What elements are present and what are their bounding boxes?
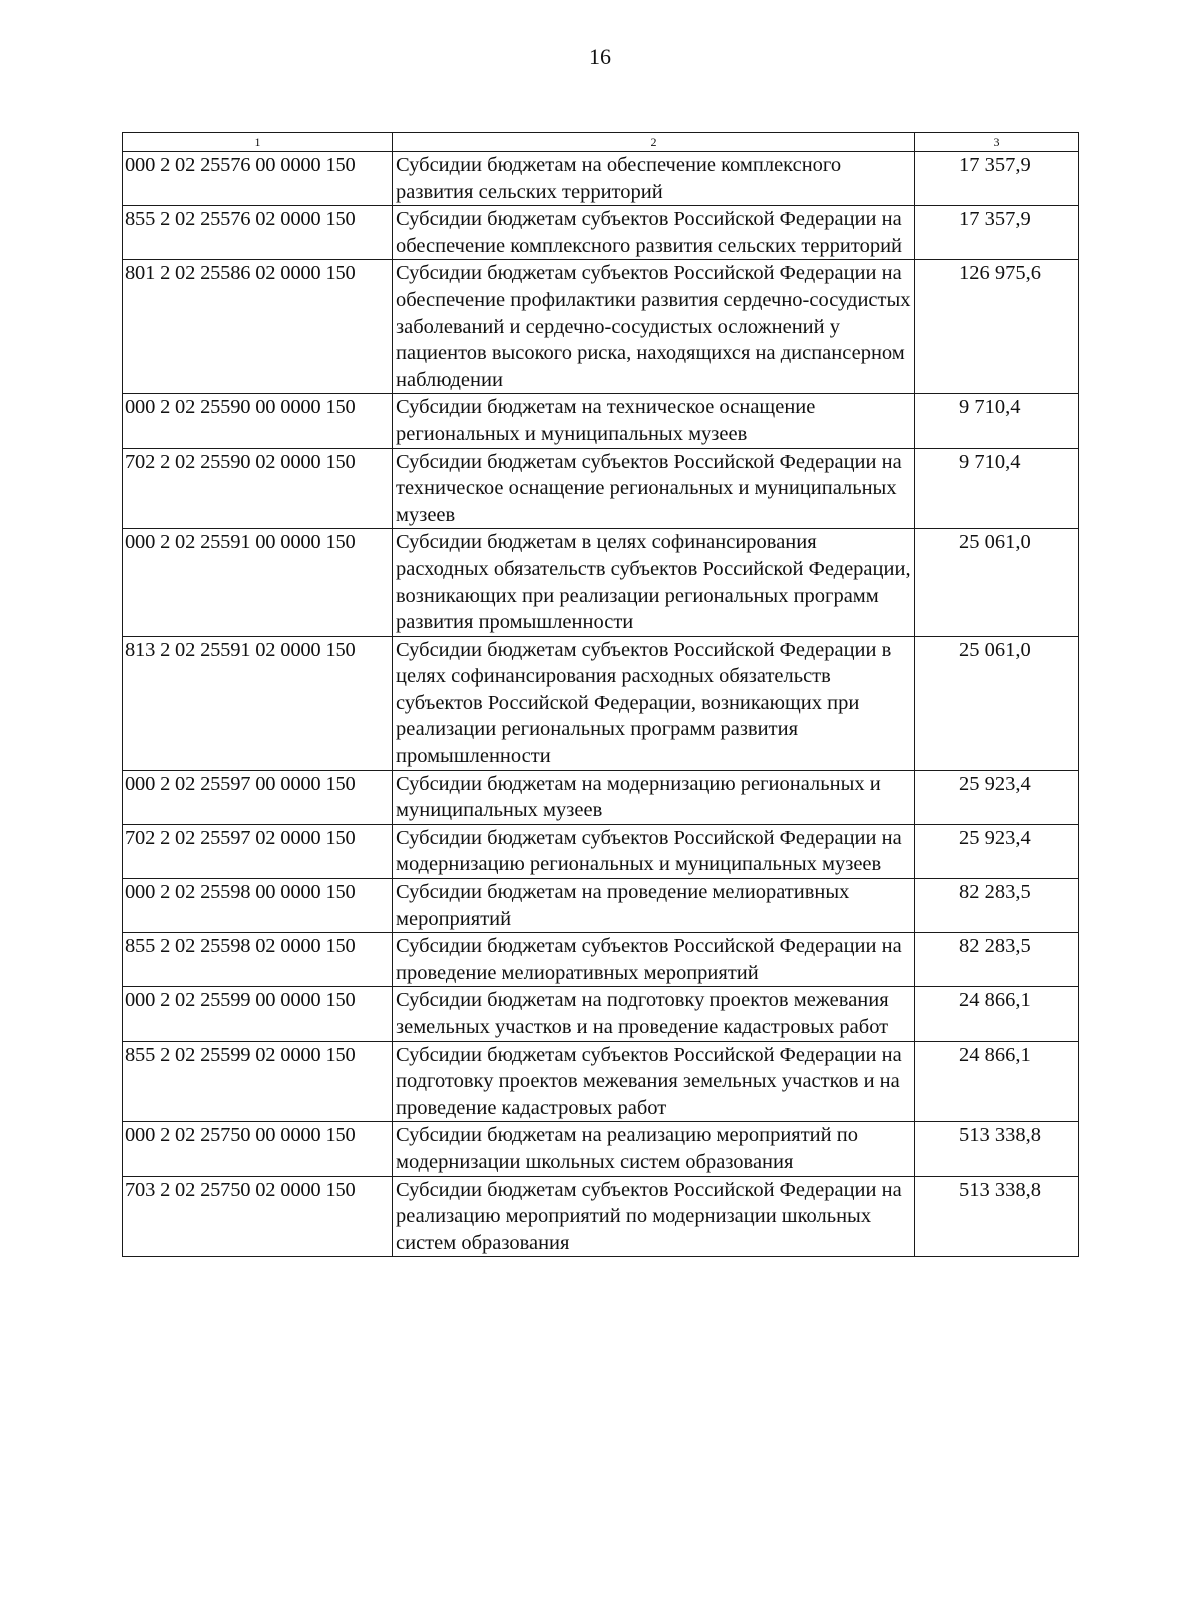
- header-col-1: 1: [123, 133, 393, 152]
- budget-table: [122, 132, 1079, 1257]
- amount: 25 061,0: [915, 529, 1079, 636]
- amount: 82 283,5: [915, 879, 1079, 933]
- item-description: Субсидии бюджетам на модернизацию региональных и муниципальных музеев: [393, 770, 915, 824]
- table-row: [123, 206, 1079, 260]
- amount: 513 338,8: [915, 1176, 1079, 1257]
- amount: 24 866,1: [915, 987, 1079, 1041]
- budget-code: 000 2 02 25576 00 0000 150: [123, 152, 393, 206]
- amount: 9 710,4: [915, 394, 1079, 448]
- budget-code: 801 2 02 25586 02 0000 150: [123, 260, 393, 394]
- table-row: [123, 933, 1079, 987]
- budget-code: 000 2 02 25598 00 0000 150: [123, 879, 393, 933]
- amount: 9 710,4: [915, 448, 1079, 529]
- budget-code: 813 2 02 25591 02 0000 150: [123, 636, 393, 770]
- budget-code: 000 2 02 25590 00 0000 150: [123, 394, 393, 448]
- item-description: Субсидии бюджетам субъектов Российской Федерации на обеспечение комплексного развития сельских территорий: [393, 206, 915, 260]
- item-description: Субсидии бюджетам на подготовку проектов межевания земельных участков и на проведение кадастровых работ: [393, 987, 915, 1041]
- table-row: [123, 1176, 1079, 1257]
- budget-code: 000 2 02 25750 00 0000 150: [123, 1122, 393, 1176]
- amount: 126 975,6: [915, 260, 1079, 394]
- header-col-3: 3: [915, 133, 1079, 152]
- item-description: Субсидии бюджетам субъектов Российской Федерации на реализацию мероприятий по модернизации школьных систем образования: [393, 1176, 915, 1257]
- budget-code: 855 2 02 25599 02 0000 150: [123, 1041, 393, 1122]
- item-description: Субсидии бюджетам субъектов Российской Федерации на модернизацию региональных и муниципальных музеев: [393, 824, 915, 878]
- budget-code: 702 2 02 25597 02 0000 150: [123, 824, 393, 878]
- amount: 25 923,4: [915, 824, 1079, 878]
- item-description: Субсидии бюджетам на проведение мелиоративных мероприятий: [393, 879, 915, 933]
- amount: 17 357,9: [915, 206, 1079, 260]
- budget-code: 000 2 02 25597 00 0000 150: [123, 770, 393, 824]
- table-row: [123, 770, 1079, 824]
- amount: 513 338,8: [915, 1122, 1079, 1176]
- table-header-row: [123, 133, 1079, 152]
- item-description: Субсидии бюджетам субъектов Российской Федерации на техническое оснащение региональных и муниципальных музеев: [393, 448, 915, 529]
- item-description: Субсидии бюджетам субъектов Российской Федерации на проведение мелиоративных мероприятий: [393, 933, 915, 987]
- amount: 17 357,9: [915, 152, 1079, 206]
- amount: 25 923,4: [915, 770, 1079, 824]
- amount: 25 061,0: [915, 636, 1079, 770]
- table-row: [123, 394, 1079, 448]
- header-col-2: 2: [393, 133, 915, 152]
- table-row: [123, 1041, 1079, 1122]
- table-row: [123, 448, 1079, 529]
- item-description: Субсидии бюджетам субъектов Российской Федерации на подготовку проектов межевания земельных участков и на проведение кадастровых работ: [393, 1041, 915, 1122]
- amount: 24 866,1: [915, 1041, 1079, 1122]
- item-description: Субсидии бюджетам субъектов Российской Федерации в целях софинансирования расходных обязательств субъектов Российской Федерации, возникающих при реализации региональных программ развития промышленности: [393, 636, 915, 770]
- item-description: Субсидии бюджетам на реализацию мероприятий по модернизации школьных систем образования: [393, 1122, 915, 1176]
- table-row: [123, 987, 1079, 1041]
- budget-code: 000 2 02 25591 00 0000 150: [123, 529, 393, 636]
- item-description: Субсидии бюджетам субъектов Российской Федерации на обеспечение профилактики развития сердечно-сосудистых заболеваний и сердечно-сосудистых осложнений у пациентов высокого риска, находящихся на диспансерном наблюдении: [393, 260, 915, 394]
- budget-code: 702 2 02 25590 02 0000 150: [123, 448, 393, 529]
- item-description: Субсидии бюджетам в целях софинансирования расходных обязательств субъектов Российской Федерации, возникающих при реализации региональных программ развития промышленности: [393, 529, 915, 636]
- table-row: [123, 636, 1079, 770]
- budget-code: 703 2 02 25750 02 0000 150: [123, 1176, 393, 1257]
- table-row: [123, 260, 1079, 394]
- budget-code: 000 2 02 25599 00 0000 150: [123, 987, 393, 1041]
- table-row: [123, 824, 1079, 878]
- item-description: Субсидии бюджетам на техническое оснащение региональных и муниципальных музеев: [393, 394, 915, 448]
- budget-code: 855 2 02 25576 02 0000 150: [123, 206, 393, 260]
- table-row: [123, 529, 1079, 636]
- table-row: [123, 1122, 1079, 1176]
- page-number: 16: [589, 44, 611, 69]
- budget-code: 855 2 02 25598 02 0000 150: [123, 933, 393, 987]
- table-row: [123, 879, 1079, 933]
- amount: 82 283,5: [915, 933, 1079, 987]
- item-description: Субсидии бюджетам на обеспечение комплексного развития сельских территорий: [393, 152, 915, 206]
- table-row: [123, 152, 1079, 206]
